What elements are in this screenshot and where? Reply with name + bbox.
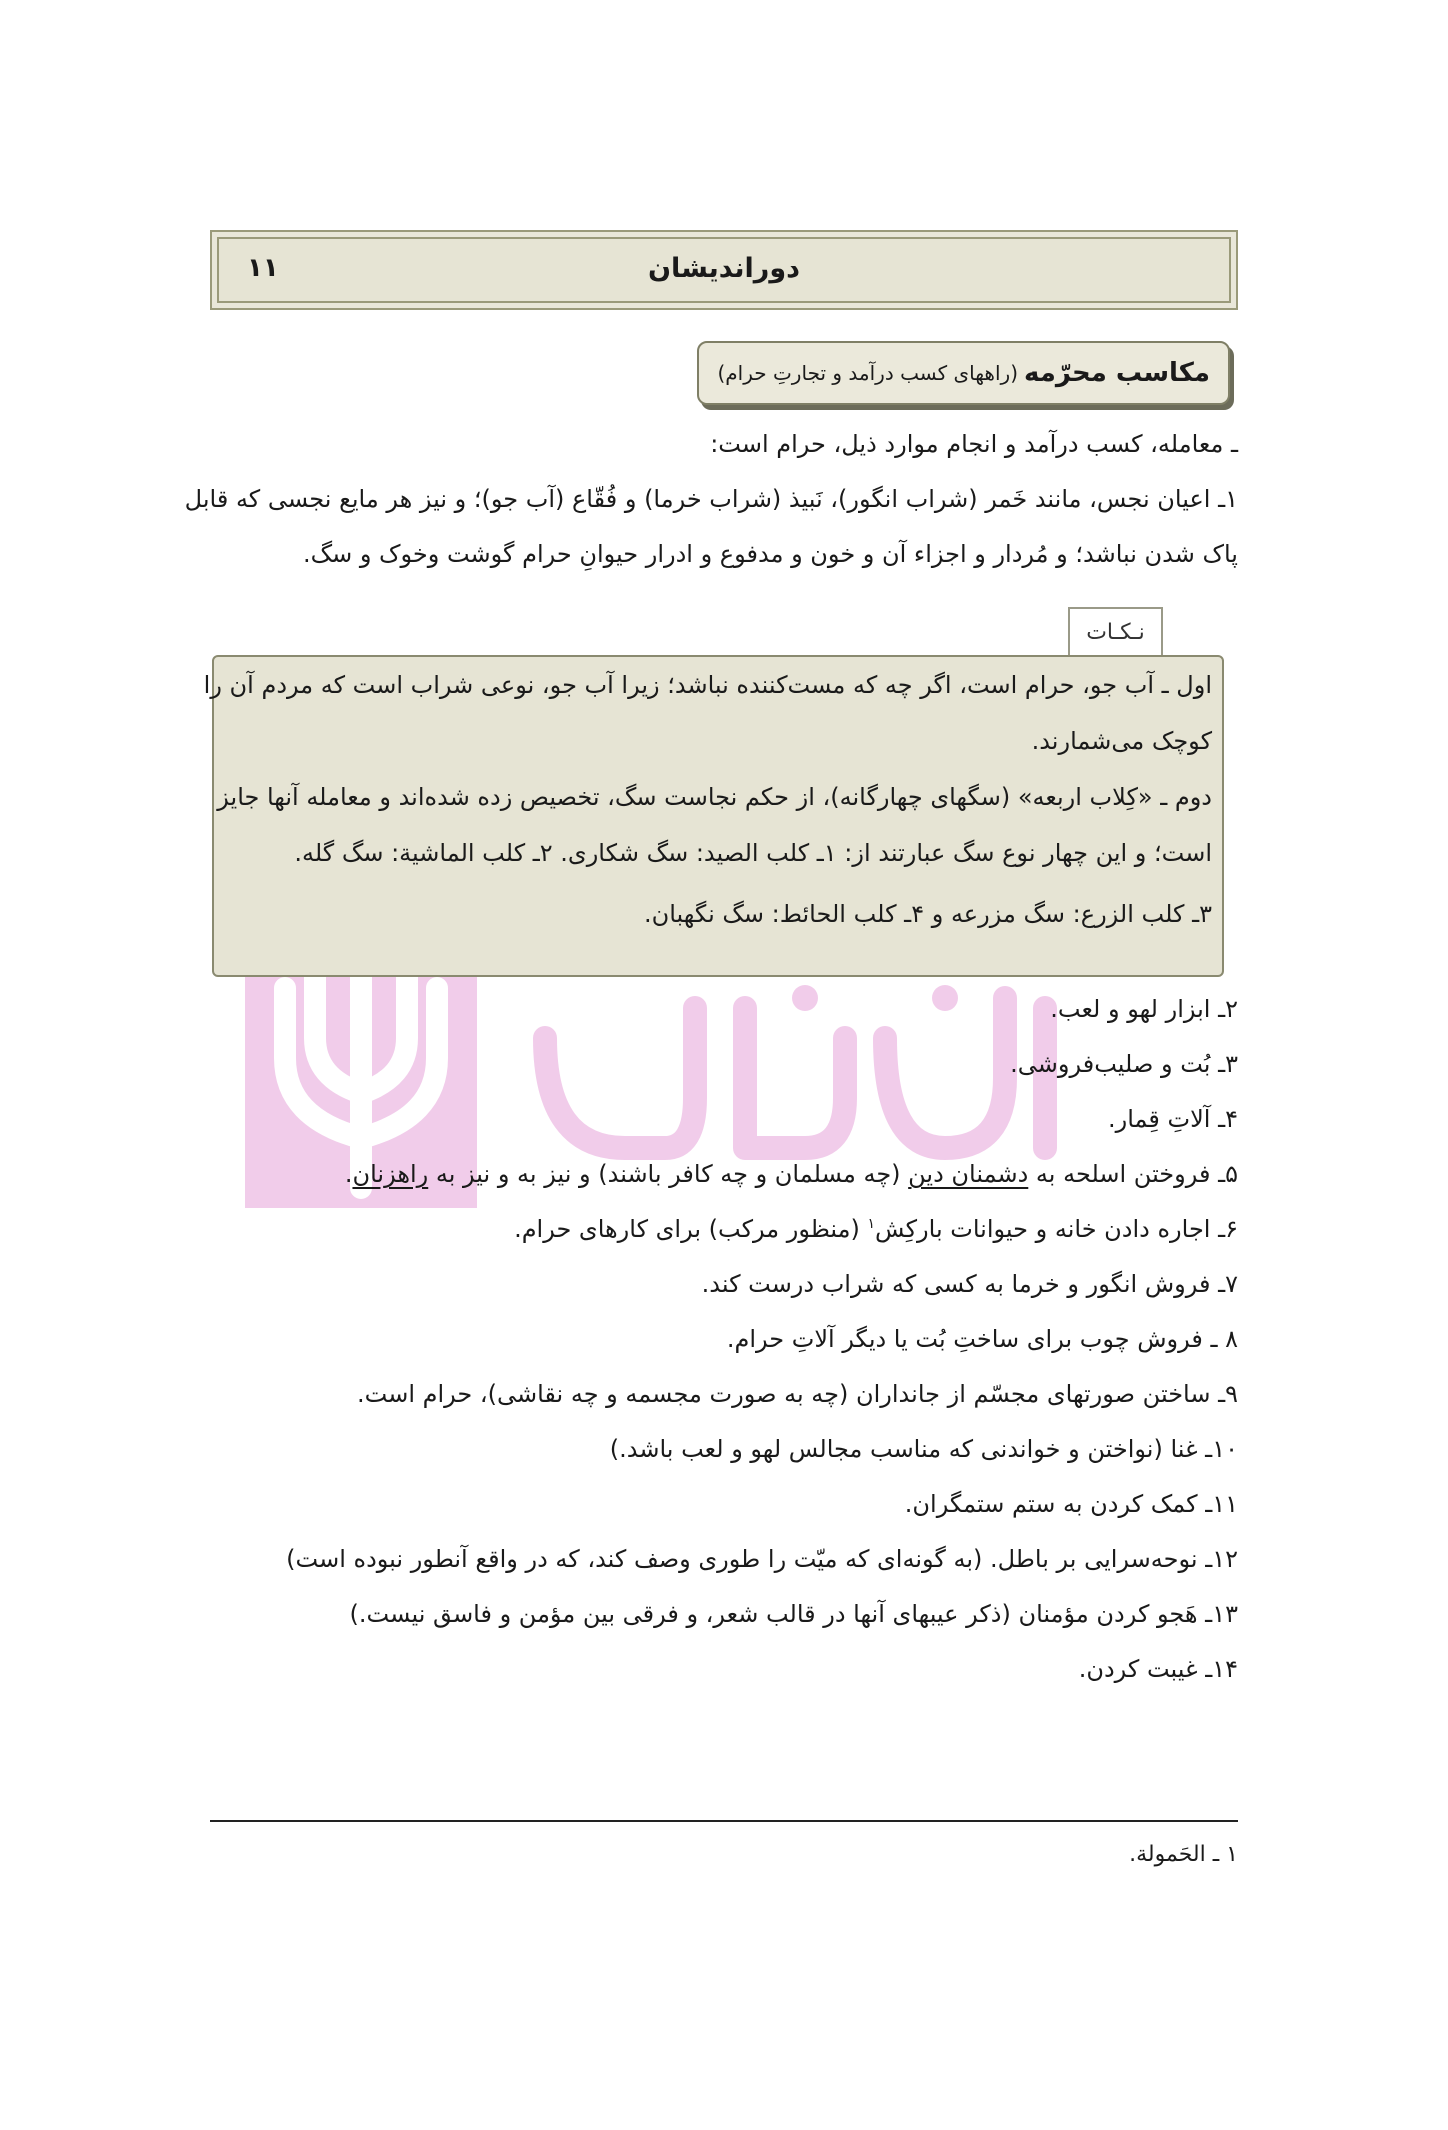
note-line-1: اول ـ آب جو، حرام است، اگر چه که مست‌کننده نباشد؛ زیرا آب جو، نوعی شراب است که مردم آن را — [203, 671, 1212, 699]
item-5-part-a: ۵ـ فروختن اسلحه به — [1028, 1160, 1238, 1188]
item-10: ۱۰ـ غنا (نواختن و خواندنی که مناسب مجالس لهو و لعب باشد.) — [609, 1435, 1238, 1463]
item-6-part-b: (منظور مرکب) برای کارهای حرام. — [514, 1215, 868, 1243]
footnote-divider — [210, 1820, 1238, 1822]
item-5-part-c: (چه مسلمان و چه کافر باشند) و نیز به و نیز به — [428, 1160, 909, 1188]
note-line-4: است؛ و این چهار نوع سگ عبارتند از: ۱ـ کلب الصید: سگ شکاری. ۲ـ کلب الماشیة: سگ گله. — [294, 839, 1212, 867]
page-number: ۱۱ — [247, 253, 279, 283]
item-5-underlined-bandits: راهزنان — [352, 1160, 429, 1188]
notes-tab: نـكـات — [1068, 607, 1163, 657]
footnote-ref: ۱ — [867, 1216, 876, 1232]
item-5-underlined-enemies: دشمنان دین — [908, 1160, 1029, 1188]
section-subtitle: (راههای کسب درآمد و تجارتِ حرام) — [717, 361, 1018, 385]
item-8: ۸ ـ فروش چوب برای ساختِ بُت یا دیگر آلاتِ حرام. — [726, 1325, 1238, 1353]
page-header-inner — [217, 237, 1231, 303]
item-7: ۷ـ فروش انگور و خرما به کسی که شراب درست کند. — [701, 1270, 1238, 1298]
item-13: ۱۳ـ هَجو کردن مؤمنان (ذکر عیبهای آنها در قالب شعر، و فرقی بین مؤمن و فاسق نیست.) — [349, 1600, 1238, 1628]
item-5-part-e: . — [344, 1160, 353, 1188]
note-line-5: ۳ـ کلب الزرع: سگ مزرعه و ۴ـ کلب الحائط: سگ نگهبان. — [643, 900, 1212, 928]
section-title: مکاسب محرّمه — [1024, 358, 1210, 388]
item-12: ۱۲ـ نوحه‌سرایی بر باطل. (به گونه‌ای که میّت را طوری وصف کند، که در واقع آنطور نبوده است) — [286, 1545, 1238, 1573]
item-1-line-1: ۱ـ اعیان نجس، مانند خَمر (شراب انگور)، نَبیذ (شراب خرما) و فُقّاع (آب جو)؛ و نیز هر مایع نجسی که قابل — [184, 485, 1238, 513]
item-9: ۹ـ ساختن صورتهای مجسّم از جانداران (چه به صورت مجسمه و چه نقاشی)، حرام است. — [357, 1380, 1238, 1408]
item-2: ۲ـ ابزار لهو و لعب. — [1050, 995, 1238, 1023]
header-title: دوراندیشان — [648, 253, 800, 284]
item-3: ۳ـ بُت و صلیب‌فروشی. — [1010, 1050, 1238, 1078]
item-6-part-a: ۶ـ اجاره دادن خانه و حیوانات بارکِش — [875, 1215, 1238, 1243]
item-6 — [514, 1215, 1238, 1244]
note-line-3: دوم ـ «کِلاب اربعه» (سگهای چهارگانه)، از حکم نجاست سگ، تخصیص زده شده‌اند و معامله آنها جایز — [217, 783, 1212, 811]
footnote: ۱ ـ الحَمولة. — [1129, 1842, 1238, 1867]
note-line-2: کوچک می‌شمارند. — [1031, 727, 1212, 755]
item-1-line-2: پاک شدن نباشد؛ و مُردار و اجزاء آن و خون و مدفوع و ادرار حیوانِ حرام گوشت وخوک و سگ. — [302, 540, 1238, 568]
item-14: ۱۴ـ غیبت کردن. — [1078, 1655, 1238, 1683]
item-11: ۱۱ـ کمک کردن به ستم ستمگران. — [904, 1490, 1238, 1518]
item-5 — [345, 1160, 1238, 1189]
section-title-box — [697, 341, 1230, 405]
intro-line: ـ معامله، کسب درآمد و انجام موارد ذیل، حرام است: — [710, 430, 1238, 458]
item-4: ۴ـ آلاتِ قِمار. — [1107, 1105, 1238, 1133]
page-header — [210, 230, 1238, 310]
notes-box — [203, 655, 1224, 977]
